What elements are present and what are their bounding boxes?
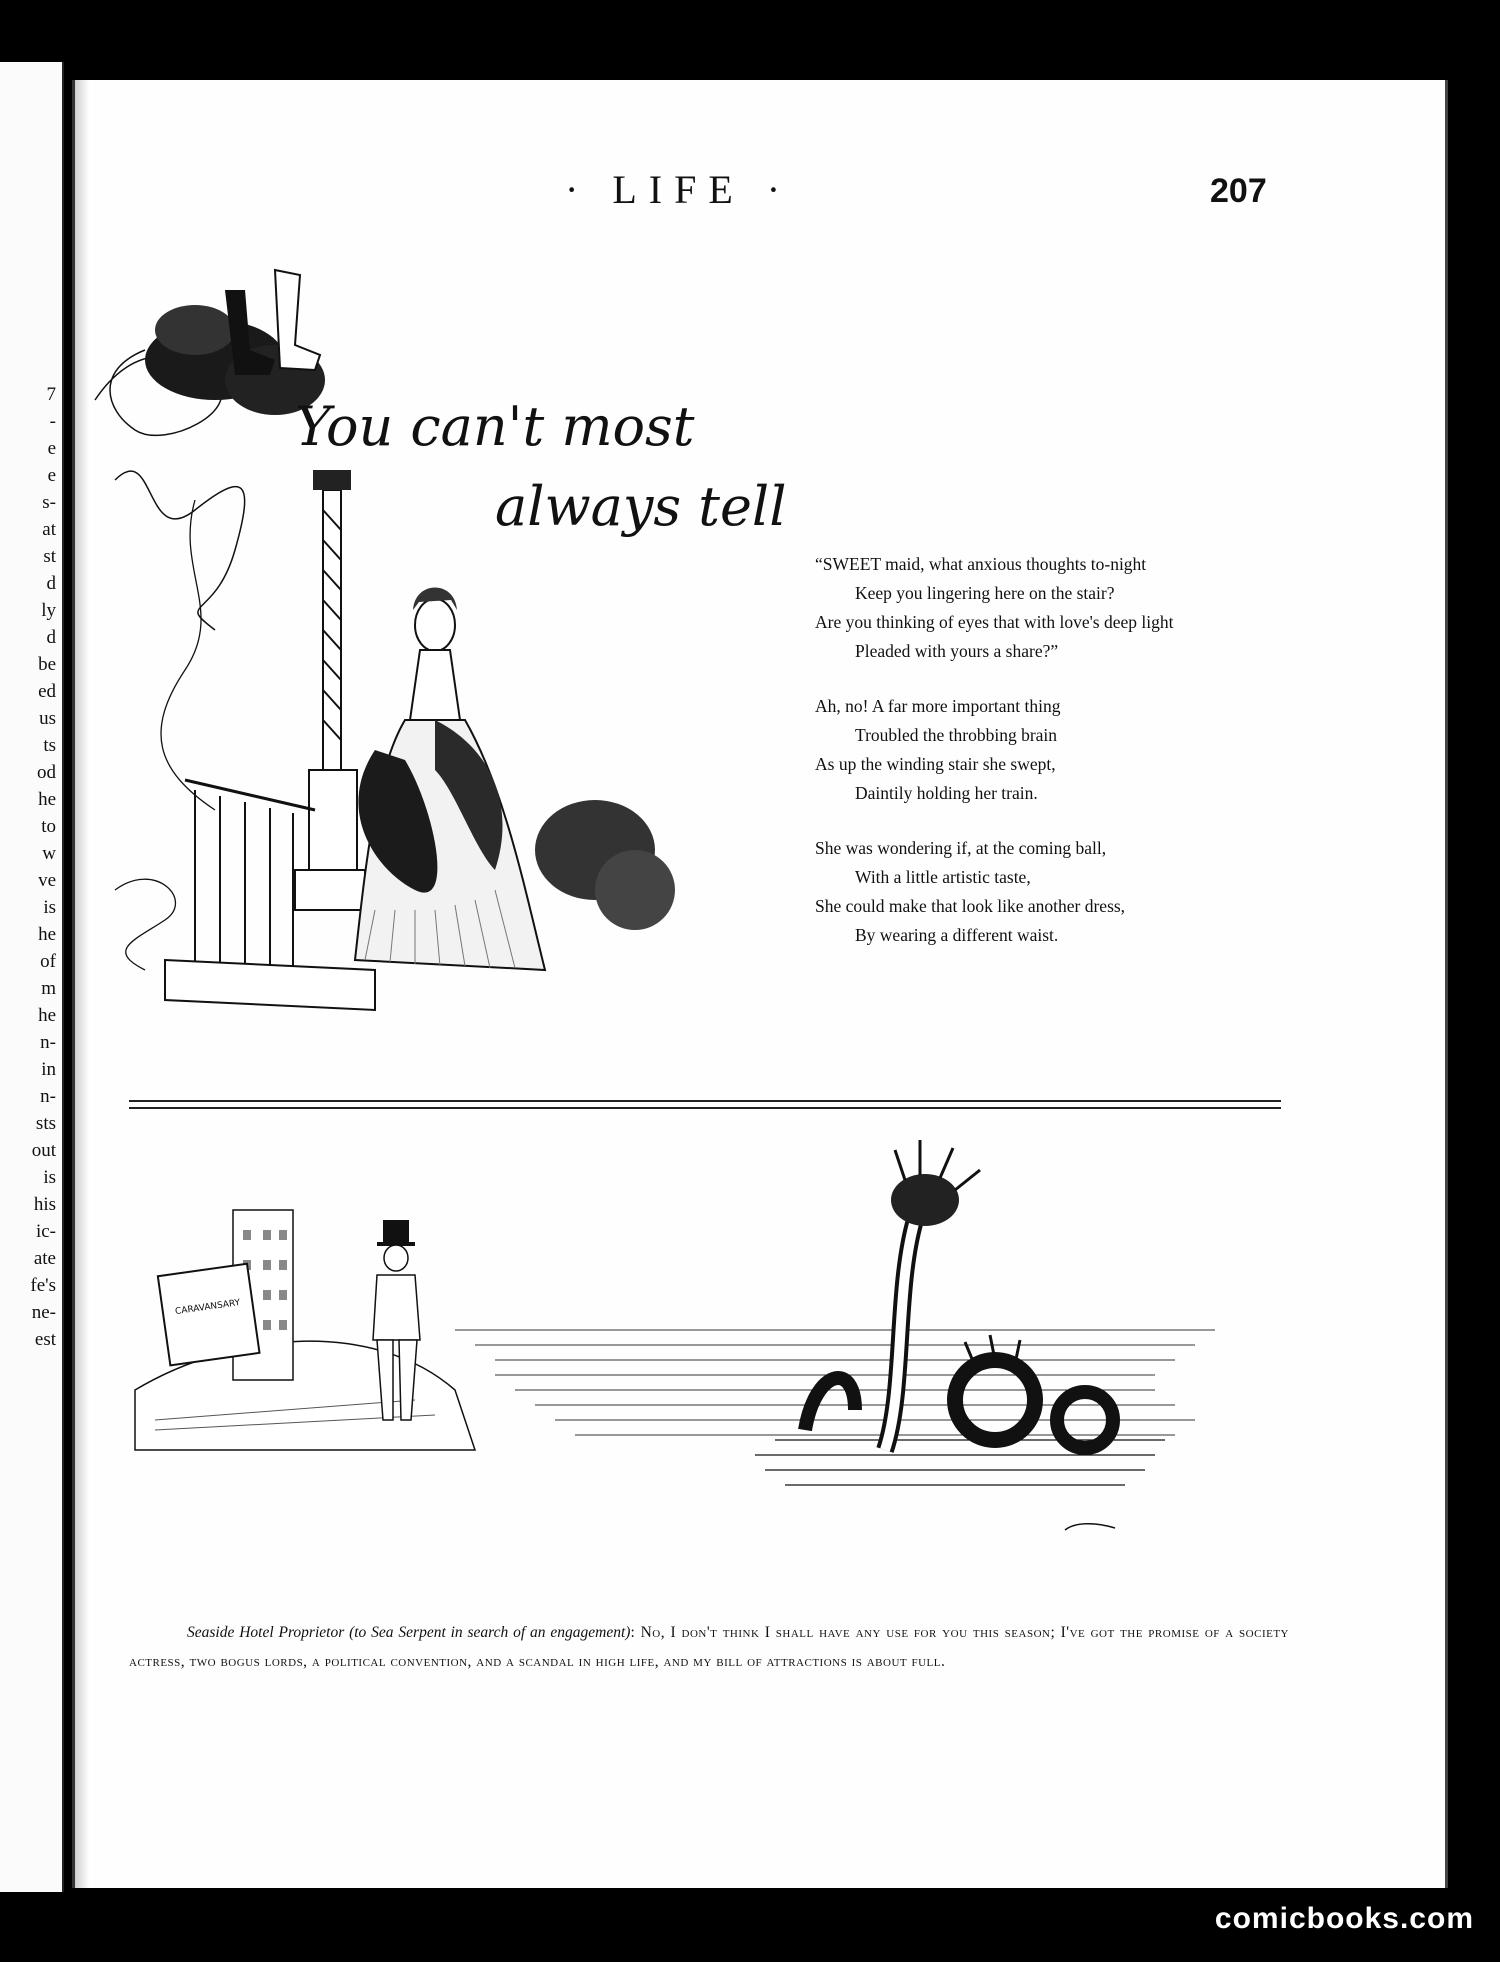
left-page-text-fragment: he (38, 789, 56, 810)
left-page-text-fragment: st (43, 546, 56, 567)
left-page-text-fragment: est (34, 1329, 56, 1350)
staircase-lady-illustration (75, 250, 795, 1070)
left-page-text-fragment: d (46, 627, 56, 648)
left-page-text-fragment: ve (38, 870, 56, 891)
left-page-text-fragment: he (38, 924, 56, 945)
watermark: comicbooks.com (1214, 1902, 1474, 1935)
poem-line: Are you thinking of eyes that with love's deep light (815, 612, 1174, 632)
poem-line: Troubled the throbbing brain (855, 725, 1058, 745)
poem-line: Ah, no! A far more important thing (815, 696, 1061, 716)
left-page-text-fragment: ne- (31, 1302, 56, 1323)
left-page-text-fragment: out (31, 1140, 56, 1161)
caption-speaker: Seaside Hotel Proprietor (to Sea Serpent in search of an engagement) (187, 1624, 631, 1641)
left-page-text-fragment: us (39, 708, 56, 729)
left-page-text-fragment: m (41, 978, 56, 999)
hotel-sign-text: CARAVANSARY (174, 1298, 241, 1318)
poem-line: “SWEET maid, what anxious thoughts to-night (815, 554, 1147, 574)
script-title-2: always tell (495, 475, 787, 538)
caption-speech: : No, I don't think I shall have any use for you this season; I've got the promise of a society actress, two bogus lords, a political convention, and a scandal in high life, and my bill of attractions is about full. (129, 1624, 1289, 1670)
left-page-text-fragment: d (46, 573, 56, 594)
poem-line: Daintily holding her train. (855, 783, 1038, 803)
left-page-text-fragment: at (42, 519, 56, 540)
left-page-text-fragment: e (47, 438, 56, 459)
left-page-text-fragment: e (47, 465, 56, 486)
left-page-text-fragment: fe's (30, 1275, 56, 1296)
left-page-text-fragment: in (41, 1059, 56, 1080)
poem-line: With a little artistic taste, (855, 867, 1031, 887)
poem-line: By wearing a different waist. (855, 925, 1059, 945)
left-page-text-fragment: w (42, 843, 56, 864)
section-divider (129, 1100, 1281, 1109)
left-page-text-fragment: ts (43, 735, 56, 756)
left-page-text-fragment: of (40, 951, 56, 972)
left-page-text-fragment: - (49, 411, 56, 432)
left-page-text-fragment: s- (42, 492, 56, 513)
poem-stanza (815, 692, 1415, 808)
poem-line: She was wondering if, at the coming ball, (815, 838, 1107, 858)
left-page-text-fragment: ly (41, 600, 56, 621)
left-page-text-fragment: be (38, 654, 56, 675)
poem-stanza (815, 834, 1415, 950)
magazine-page (72, 80, 1448, 1888)
left-page-text-fragment: to (41, 816, 56, 837)
script-title: You can't most (295, 395, 695, 458)
left-page-text-fragment: sts (35, 1113, 56, 1134)
page-number: 207 (1210, 172, 1267, 210)
poem-line: Keep you lingering here on the stair? (855, 583, 1115, 603)
poem-stanza (815, 550, 1415, 666)
left-page-text-fragment: is (43, 1167, 56, 1188)
left-page-text-fragment: ic- (35, 1221, 56, 1242)
poem-line: She could make that look like another dress, (815, 896, 1126, 916)
left-page-text-fragment: is (43, 897, 56, 918)
left-page-text-fragment: ate (33, 1248, 56, 1269)
poem-line: Pleaded with yours a share?” (855, 641, 1059, 661)
cartoon-caption (129, 1618, 1289, 1676)
left-page-text-fragment: n- (40, 1032, 56, 1053)
left-page-text-fragment: 7 (46, 384, 56, 405)
masthead: · LIFE · (565, 167, 793, 212)
left-page-text-fragment: n- (40, 1086, 56, 1107)
poem (815, 550, 1415, 976)
poem-line: As up the winding stair she swept, (815, 754, 1056, 774)
left-page-fragment (0, 62, 64, 1892)
left-page-text-fragment: od (37, 762, 56, 783)
left-page-text-fragment: his (33, 1194, 56, 1215)
left-page-text-fragment: he (38, 1005, 56, 1026)
left-page-text-fragment: ed (38, 681, 56, 702)
sea-serpent-illustration (115, 1130, 1235, 1610)
